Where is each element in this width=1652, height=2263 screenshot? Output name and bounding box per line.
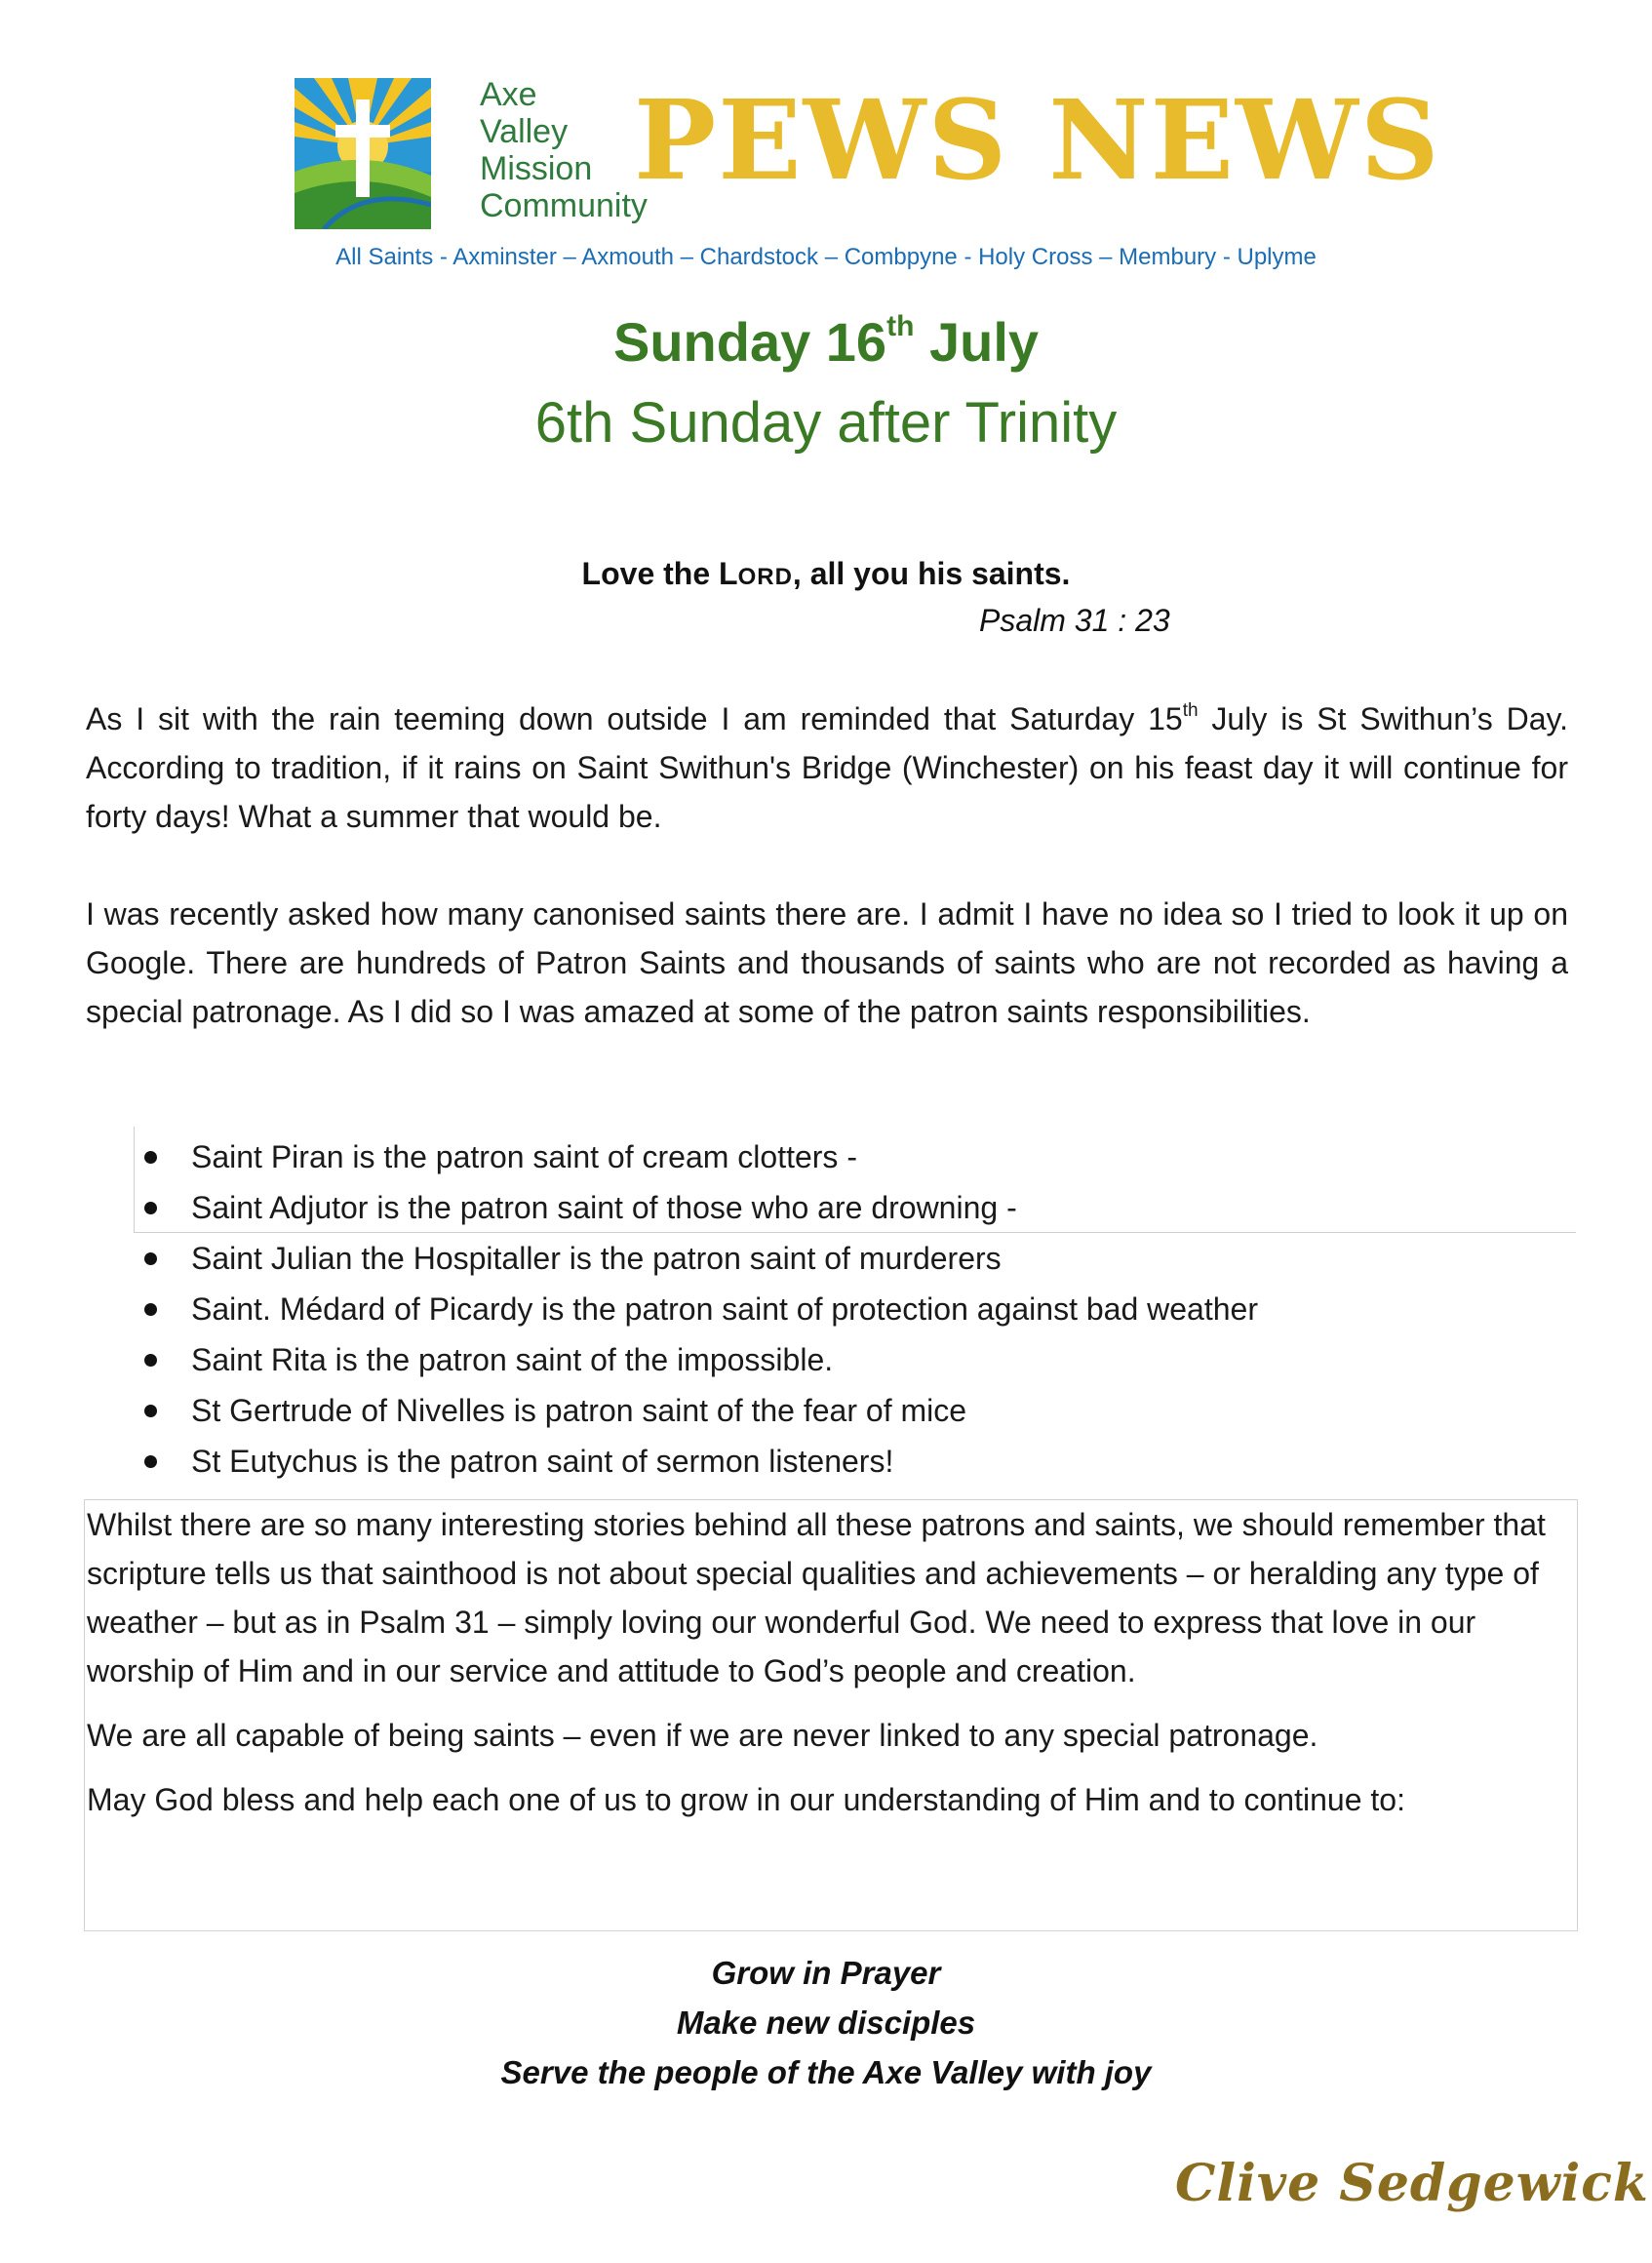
masthead-title: PEWS NEWS xyxy=(634,77,1441,205)
mission-motto xyxy=(0,1948,1652,2097)
bullet-icon xyxy=(144,1303,157,1316)
reflection-paragraph: Whilst there are so many interesting stories behind all these patrons and saints, we should remember that scripture tells us that sainthood is not about special qualities and achievements – or heralding any type of weather – but as in Psalm 31 – simply loving our wonderful God. We need to express that love in our worship of Him and in our service and attitude to God’s people and creation. xyxy=(87,1507,1546,1688)
saint-text: Saint Piran is the patron saint of cream clotters - xyxy=(191,1139,857,1174)
motto-line: Grow in Prayer xyxy=(711,1955,941,1991)
list-item xyxy=(98,1334,1258,1385)
sunday-date-heading xyxy=(0,310,1652,374)
list-item xyxy=(98,1284,1258,1334)
bullet-icon xyxy=(144,1455,157,1468)
reflection-box xyxy=(84,1499,1578,1931)
saint-text: Saint Rita is the patron saint of the impossible. xyxy=(191,1342,834,1377)
author-signature: Clive Sedgewick xyxy=(1175,2154,1649,2213)
list-item xyxy=(98,1385,1258,1436)
date-day: Sunday 16 xyxy=(612,311,887,373)
bullet-icon xyxy=(144,1151,157,1164)
intro-text: July is St Swithun’s Day. According to tradition, if it rains on Saint Swithun's Bridge (Winchester) on his feast day it will continue for forty days! What a summer that would be. xyxy=(86,701,1569,834)
ordinal-suffix: th xyxy=(1182,700,1199,721)
verse-reference: Psalm 31 : 23 xyxy=(979,603,1170,638)
saint-text: Saint Adjutor is the patron saint of those who are drowning - xyxy=(191,1190,1017,1225)
date-suffix: th xyxy=(886,310,915,342)
reflection-paragraph: We are all capable of being saints – even if we are never linked to any special patronage. xyxy=(87,1718,1318,1753)
logo-wordmark xyxy=(480,76,648,224)
list-item xyxy=(98,1132,1258,1182)
verse-smallcaps: ORD xyxy=(737,564,793,590)
mission-logo-icon xyxy=(295,78,431,229)
logo-line: Axe xyxy=(480,76,537,113)
saint-text: Saint. Médard of Picardy is the patron saint of protection against bad weather xyxy=(191,1291,1258,1327)
list-item xyxy=(98,1233,1258,1284)
verse-text-end: , all you his saints. xyxy=(792,556,1071,591)
intro-text: As I sit with the rain teeming down outside I am reminded that Saturday 15 xyxy=(86,701,1183,736)
saint-text: St Gertrude of Nivelles is patron saint of the fear of mice xyxy=(191,1393,967,1428)
saint-text: St Eutychus is the patron saint of sermon listeners! xyxy=(191,1444,894,1479)
patron-saints-list xyxy=(98,1132,1258,1487)
logo-line: Community xyxy=(480,187,648,224)
date-month: July xyxy=(914,311,1040,373)
saint-text: Saint Julian the Hospitaller is the patron saint of murderers xyxy=(191,1241,1002,1276)
bullet-icon xyxy=(144,1405,157,1417)
verse-text-start: Love the L xyxy=(581,556,738,591)
scripture-verse xyxy=(0,556,1652,592)
motto-line: Serve the people of the Axe Valley with joy xyxy=(500,2054,1152,2090)
reflection-paragraph: May God bless and help each one of us to grow in our understanding of Him and to continue to: xyxy=(87,1782,1405,1817)
bullet-icon xyxy=(144,1354,157,1367)
intro-paragraph-1 xyxy=(86,695,1568,841)
logo-line: Mission xyxy=(480,150,593,187)
parish-list: All Saints - Axminster – Axmouth – Chardstock – Combpyne - Holy Cross – Membury - Uplyme xyxy=(335,244,1317,270)
intro-paragraph-2: I was recently asked how many canonised saints there are. I admit I have no idea so I tried to look it up on Google. There are hundreds of Patron Saints and thousands of saints who are not recorded as having a special patronage. As I did so I was amazed at some of the patron saints responsibilities. xyxy=(86,896,1568,1029)
motto-line: Make new disciples xyxy=(676,2005,976,2041)
logo-line: Valley xyxy=(480,113,569,150)
liturgical-subtitle: 6th Sunday after Trinity xyxy=(534,391,1118,455)
bullet-icon xyxy=(144,1202,157,1214)
list-item xyxy=(98,1182,1258,1233)
list-item xyxy=(98,1436,1258,1487)
bullet-icon xyxy=(144,1252,157,1265)
